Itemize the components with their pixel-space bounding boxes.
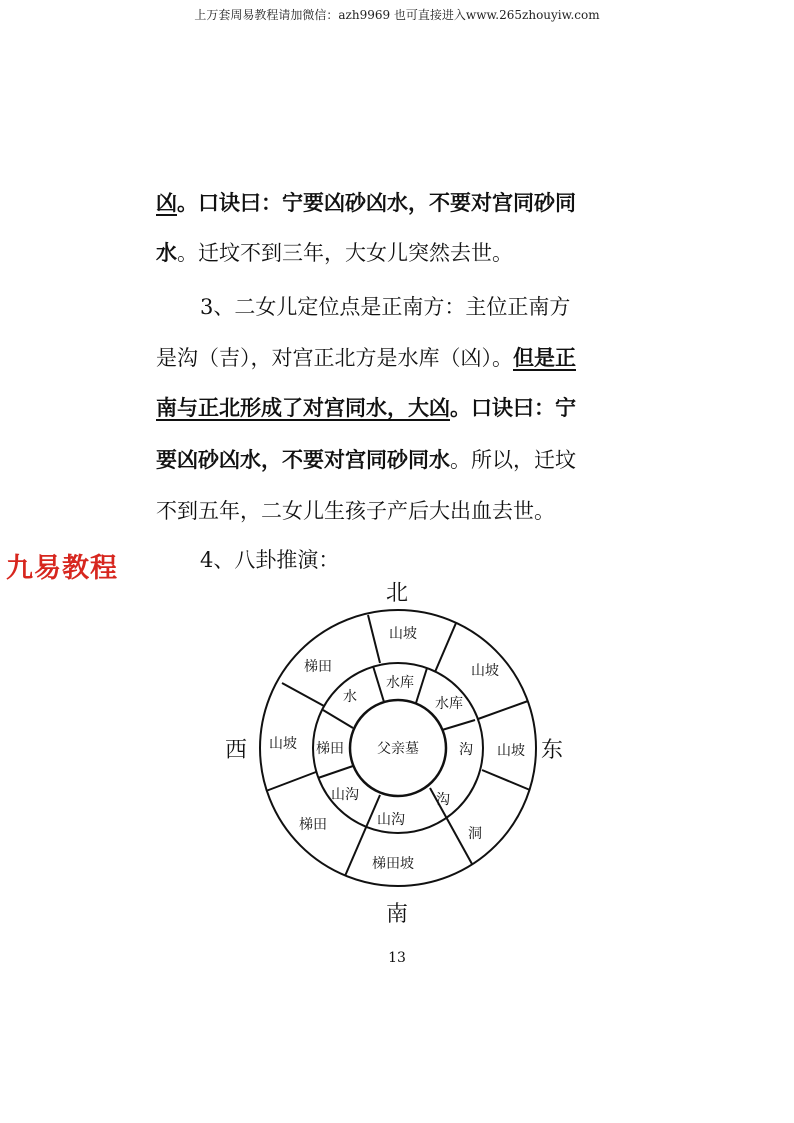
outer-northeast-label: 山坡: [471, 663, 499, 679]
outer-west-label: 山坡: [269, 736, 297, 752]
divider-line: [482, 770, 530, 790]
page-number: 13: [388, 950, 406, 966]
text-span: 4、八卦推演：: [200, 548, 340, 572]
text-line-7: [156, 496, 555, 526]
text-line-1: [156, 188, 576, 218]
divider-line: [416, 668, 427, 703]
text-line-6: [156, 445, 576, 475]
text-span: 要凶砂凶水，不要对宫同砂同水: [156, 447, 450, 472]
center-label: 父亲墓: [377, 741, 419, 757]
watermark-text: 九易教程: [6, 553, 118, 584]
outer-east-label: 山坡: [497, 743, 525, 759]
direction-north: 北: [385, 581, 409, 606]
inner-north-label: 水库: [386, 675, 414, 691]
text-span: 但是正: [513, 345, 576, 370]
text-span: 。口诀曰：宁要凶砂凶水，不要对宫同砂同: [177, 190, 576, 215]
divider-line: [368, 615, 380, 663]
text-span: 3、二女儿定位点是正南方：主位正南方: [200, 295, 571, 319]
direction-east: 东: [540, 738, 564, 763]
text-span: 。所以，迁坟: [450, 448, 576, 472]
bagua-diagram: [220, 570, 580, 930]
divider-line: [435, 623, 456, 672]
text-span: 凶: [156, 190, 177, 215]
inner-east-label: 沟: [459, 742, 473, 758]
outer-southeast-label: 洞: [468, 826, 482, 842]
text-span: 水: [156, 240, 177, 265]
inner-southwest-label: 山沟: [331, 787, 359, 803]
text-line-3: [200, 292, 570, 322]
inner-southeast-label: 沟: [436, 792, 450, 808]
inner-south-label: 山沟: [377, 812, 405, 828]
text-span: 。口诀曰：宁: [450, 395, 576, 420]
inner-northwest-label: 水: [343, 689, 357, 705]
text-span: 是沟（吉），对宫正北方是水库（凶）。: [156, 346, 513, 370]
text-line-2: [156, 238, 513, 268]
text-line-5: [156, 393, 576, 423]
divider-line: [318, 766, 353, 778]
divider-line: [373, 666, 384, 702]
divider-line: [442, 720, 475, 730]
outer-southwest-label: 梯田: [299, 817, 327, 833]
divider-line: [266, 772, 316, 791]
outer-north-label: 山坡: [389, 626, 417, 642]
outer-south-label: 梯田坡: [372, 856, 414, 872]
text-span: 不到五年，二女儿生孩子产后大出血去世。: [156, 499, 555, 523]
outer-northwest-label: 梯田: [304, 659, 332, 675]
divider-line: [323, 710, 353, 728]
page-header: 上万套周易教程请加微信：azh9969 也可直接进入www.265zhouyiw.com: [194, 8, 600, 22]
text-span: 南与正北形成了对宫同水，大凶: [156, 395, 450, 420]
text-line-4: [156, 343, 576, 373]
inner-west-label: 梯田: [316, 741, 344, 757]
divider-line: [478, 701, 528, 719]
inner-northeast-label: 水库: [435, 696, 463, 712]
divider-line: [282, 683, 324, 706]
direction-south: 南: [385, 902, 409, 927]
text-span: 。迁坟不到三年，大女儿突然去世。: [177, 241, 513, 265]
direction-west: 西: [224, 738, 248, 763]
